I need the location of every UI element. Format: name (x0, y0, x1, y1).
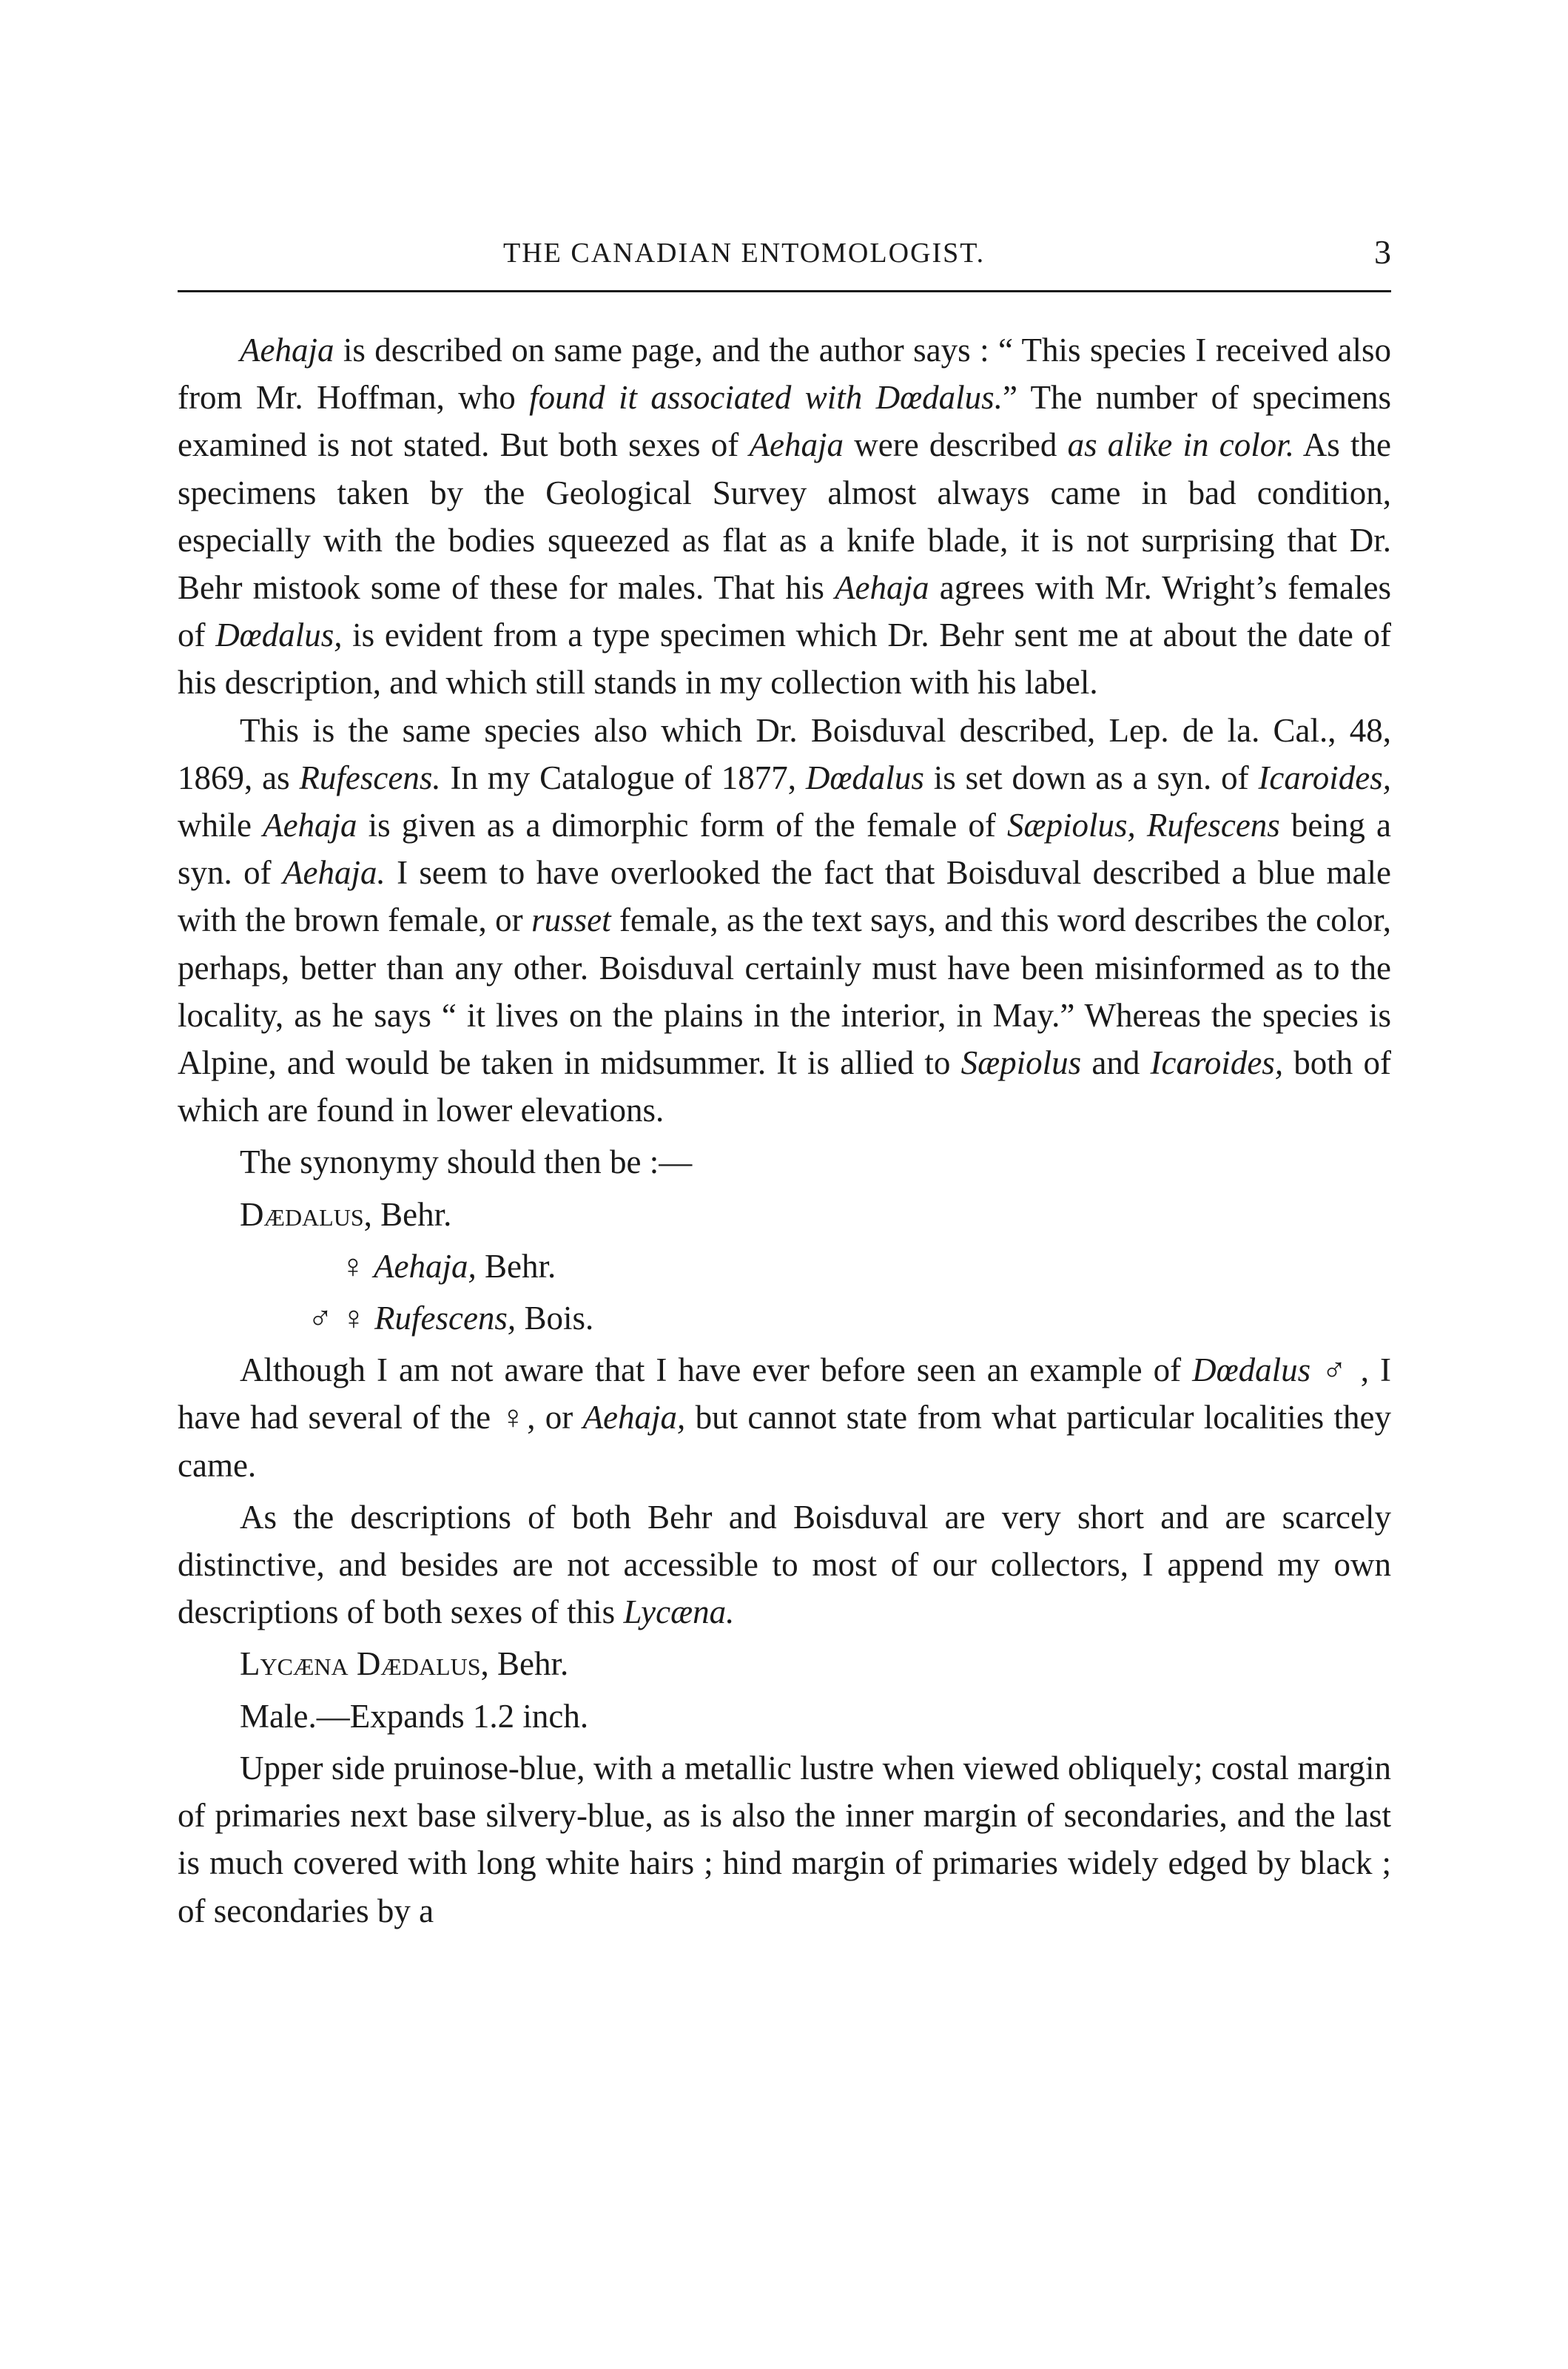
running-title: THE CANADIAN ENTOMOLOGIST. (503, 238, 986, 269)
text-run: but cannot state from what particular localities they came. (178, 1399, 1391, 1484)
body-text (178, 326, 1391, 1935)
text-run: In my Catalogue of 1877, (440, 759, 806, 796)
text-run: As the specimens taken by the Geological Survey almost always came in bad condition, especially with the bodies squeezed as flat as a knife blade, it is not surprising that Dr. Behr mistook some of these for males. That his (178, 426, 1391, 607)
header-rule (178, 290, 1391, 292)
paragraph-6: Male.—Expands 1.2 inch. (240, 1697, 589, 1735)
author-name: , Behr. (363, 1195, 452, 1233)
text-run: both of which are found in lower elevations. (178, 1044, 1391, 1129)
species-name: Rufescens, (374, 1300, 517, 1337)
text-run: is given as a dimorphic form of the female of (357, 807, 1007, 844)
document-page (178, 222, 1391, 1939)
species-name: Aehaja, (582, 1399, 686, 1436)
species-name: Rufescens. (299, 759, 441, 796)
description-heading (178, 1640, 1391, 1687)
emphasis: as alike in color. (1067, 426, 1294, 464)
text-run: agrees with Mr. Wright’s females of (178, 569, 1391, 654)
species-name: Aehaja (835, 569, 929, 607)
text-run: is evident from a type specimen which Dr. Behr sent me at about the date of his description, and which still stands in my collection with his label. (178, 616, 1391, 702)
species-heading: Lycæna Dædalus (240, 1645, 481, 1683)
text-run: and (1081, 1044, 1151, 1082)
female-symbol: ♀ (340, 1247, 374, 1285)
paragraph-5 (178, 1493, 1391, 1636)
paragraph-3: The synonymy should then be :— (240, 1143, 693, 1181)
species-name: Aehaja. (282, 854, 386, 892)
text-run: Although I am not aware that I have ever before seen an example of (240, 1351, 1193, 1389)
text-run: As the descriptions of both Behr and Boisduval are very short and are scarcely distinctive, and besides are not accessible to most of our collectors, I append my own descriptions of both sexes of this (178, 1498, 1391, 1631)
synonymy-head (178, 1191, 1391, 1238)
synonymy-line-2 (178, 1294, 1391, 1342)
text-run: ” The number of specimens examined is not stated. But both sexes of (178, 379, 1391, 464)
text-run: is set down as a syn. of (923, 759, 1259, 796)
text-run: I seem to have overlooked the fact that Boisduval described a blue male with the brown female, or (178, 854, 1391, 939)
text-run: is described on same page, and the author says : “ This species I received also from Mr. Hoffman, who (178, 332, 1391, 417)
species-name: Aehaja (240, 332, 334, 369)
text-run: being a syn. of (178, 807, 1391, 892)
genus-name: Lycæna. (623, 1593, 735, 1631)
paragraph-4 (178, 1346, 1391, 1489)
text-run: were described (844, 426, 1068, 464)
species-name: Icaroides, (1150, 1044, 1284, 1082)
text-run: female, as the text says, and this word describes the color, perhaps, better than any other. Boisduval certainly must have been misinformed as to the locality, as he says “ it lives on the plains in the interior, in May.” Whereas the species is Alpine, and would be taken in midsummer. It is allied to (178, 901, 1391, 1082)
page-number: 3 (1374, 233, 1391, 271)
author-name: , Behr. (480, 1645, 569, 1683)
paragraph-1 (178, 326, 1391, 707)
text-run: This is the same species also which Dr. Boisduval described, Lep. de la. Cal., 48, 1869, as (178, 711, 1391, 796)
paragraph-2 (178, 707, 1391, 1135)
emphasis: russet (531, 901, 611, 939)
page-header (178, 222, 1391, 284)
synonymy-line-1 (178, 1243, 1391, 1290)
species-name: Dœdalus (1192, 1351, 1311, 1389)
author-name: Bois. (516, 1300, 594, 1337)
species-name: Dœdalus, (215, 616, 343, 654)
text-run: while (178, 807, 263, 844)
genus-name: Dædalus (240, 1195, 364, 1233)
paragraph-7: Upper side pruinose-blue, with a metallic lustre when viewed obliquely; costal margin of primaries next base silvery-blue, as is also the inner margin of secondaries, and the last is much covered with long white hairs ; hind margin of primaries widely edged by black ; of secondaries by a (178, 1749, 1391, 1929)
species-name: Icaroides, (1258, 759, 1391, 796)
sex-symbols: ♂ ♀ (308, 1300, 374, 1337)
species-name: Dœdalus (805, 759, 924, 796)
quoted-emphasis: found it associated with Dœdalus. (529, 379, 1003, 417)
species-name: Aehaja, (374, 1247, 477, 1285)
species-name: Aehaja (263, 807, 357, 844)
species-name: Sæpiolus (960, 1044, 1082, 1082)
species-name: Aehaja (749, 426, 844, 464)
text-run: ♂ , I have had several of the ♀, or (178, 1351, 1391, 1436)
species-name: Sæpiolus, Rufescens (1007, 807, 1280, 844)
author-name: Behr. (476, 1247, 556, 1285)
